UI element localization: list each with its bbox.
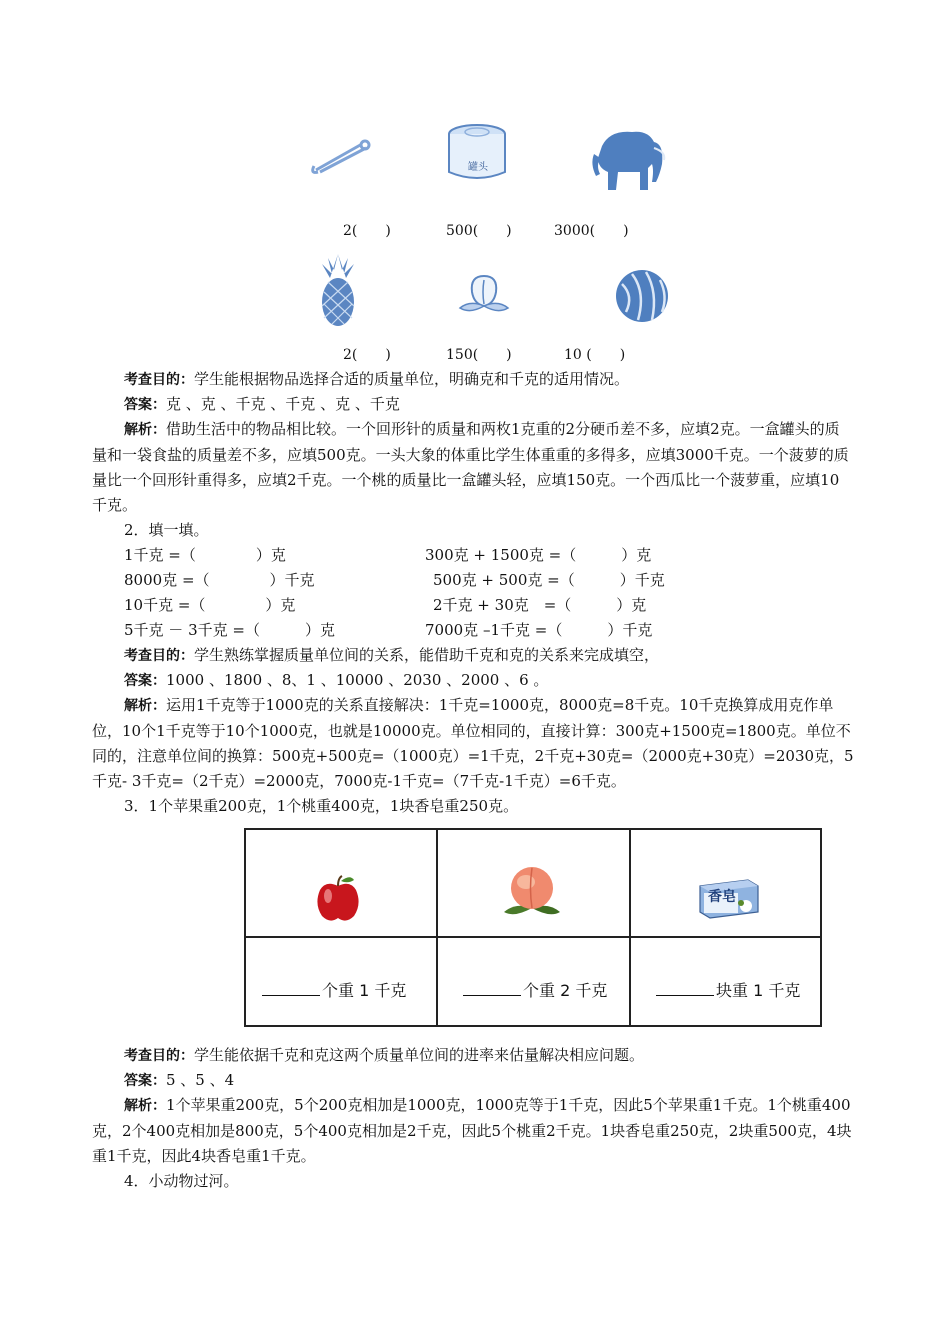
q2-left-1: 8000克 =（ ）千克 <box>124 571 315 589</box>
q2-title: 2．填一填。 <box>124 521 209 539</box>
q2-left-0: 1千克 =（ ）克 <box>124 546 286 564</box>
table-divider <box>246 936 820 938</box>
soap-label: 香皂 <box>708 889 736 905</box>
q3-cell-apple: 个重 1 千克 <box>262 978 406 1001</box>
apple-icon <box>314 874 362 924</box>
pineapple-icon <box>314 252 362 328</box>
q2-right-3: 7000克 –1千克 =（ ）千克 <box>425 621 653 639</box>
caption-watermelon: 10 ( ) <box>564 347 626 363</box>
caption-paperclip: 2( ) <box>343 223 391 239</box>
q2-right-0: 300克 + 1500克 =（ ）克 <box>425 546 652 564</box>
q3-cell-peach: 个重 2 千克 <box>463 978 607 1001</box>
q3-title: 3．1个苹果重200克，1个桃重400克，1块香皂重250克。 <box>124 797 519 815</box>
can-label: 罐头 <box>468 162 488 173</box>
q2-left-2: 10千克 =（ ）克 <box>124 596 296 614</box>
q3-purpose: 考查目的：学生能依据千克和克这两个质量单位间的进率来估量解决相应问题。 <box>124 1046 645 1064</box>
caption-can: 500( ) <box>446 223 512 239</box>
q3-analysis: 解析：1个苹果重200克，5个200克相加是1000克，1000克等于1千克，因此5个苹果重1千克。1个桃重400克，2个400克相加是800克，5个400克相加是2千克，因此5个桃重2千克。1块香皂重250克，2块重500克，4块重1千克，因此4块香皂重1千克。 <box>92 1096 852 1165</box>
q2-right-2: 2千克 + 30克 =（ ）克 <box>433 596 647 614</box>
q2-analysis: 解析：运用1千克等于1000克的关系直接解决：1千克=1000克，8000克=8千克。10千克换算成用克作单位，10个1千克等于10个1000克，也就是10000克。单位相同的，直接计算：300克+1500克=1800克。单位不同的，注意单位间的换算：500克+500克=（1000克）=1千克，2千克+30克=（2000克+30克）=2030克，5千克- 3千克=（2千克）=2000克，7000克-1千克=（7千克-1千克）=6千克。 <box>92 696 854 790</box>
q4-title: 4．小动物过河。 <box>124 1172 239 1190</box>
table-divider <box>436 830 438 1025</box>
caption-peach: 150( ) <box>446 347 512 363</box>
q2-left-3: 5千克 － 3千克 =（ ）克 <box>124 621 335 639</box>
q2-answer: 答案：1000 、1800 、8、1 、10000 、2030 、2000 、6 。 <box>124 671 549 689</box>
q3-cell-soap: 块重 1 千克 <box>656 978 800 1001</box>
caption-pineapple: 2( ) <box>343 347 391 363</box>
caption-elephant: 3000( ) <box>554 223 629 239</box>
table-divider <box>629 830 631 1025</box>
q2-right-1: 500克 + 500克 =（ ）千克 <box>433 571 665 589</box>
peach-photo-icon <box>500 862 564 924</box>
q1-answer: 答案：克 、克 、千克 、千克 、克 、千克 <box>124 395 400 413</box>
q3-answer: 答案：5 、5 、4 <box>124 1071 235 1089</box>
q1-purpose: 考查目的：学生能根据物品选择合适的质量单位，明确克和千克的适用情况。 <box>124 370 630 388</box>
watermelon-icon <box>614 268 670 324</box>
q2-purpose: 考查目的：学生熟练掌握质量单位间的关系，能借助千克和克的关系来完成填空， <box>124 646 660 664</box>
can-icon <box>444 120 510 186</box>
q1-analysis: 解析：借助生活中的物品相比较。一个回形针的质量和两枚1克重的2分硬币差不多，应填2克。一盒罐头的质量和一袋食盐的质量差不多，应填500克。一头大象的体重比学生体重重的多得多，应填3000千克。一个菠萝的质量比一个回形针重得多，应填2千克。一个桃的质量比一盒罐头轻，应填150克。一个西瓜比一个菠萝重，应填10千克。 <box>92 420 849 514</box>
elephant-icon <box>588 124 670 196</box>
peach-icon <box>456 270 512 318</box>
safety-pin-icon <box>310 136 372 176</box>
